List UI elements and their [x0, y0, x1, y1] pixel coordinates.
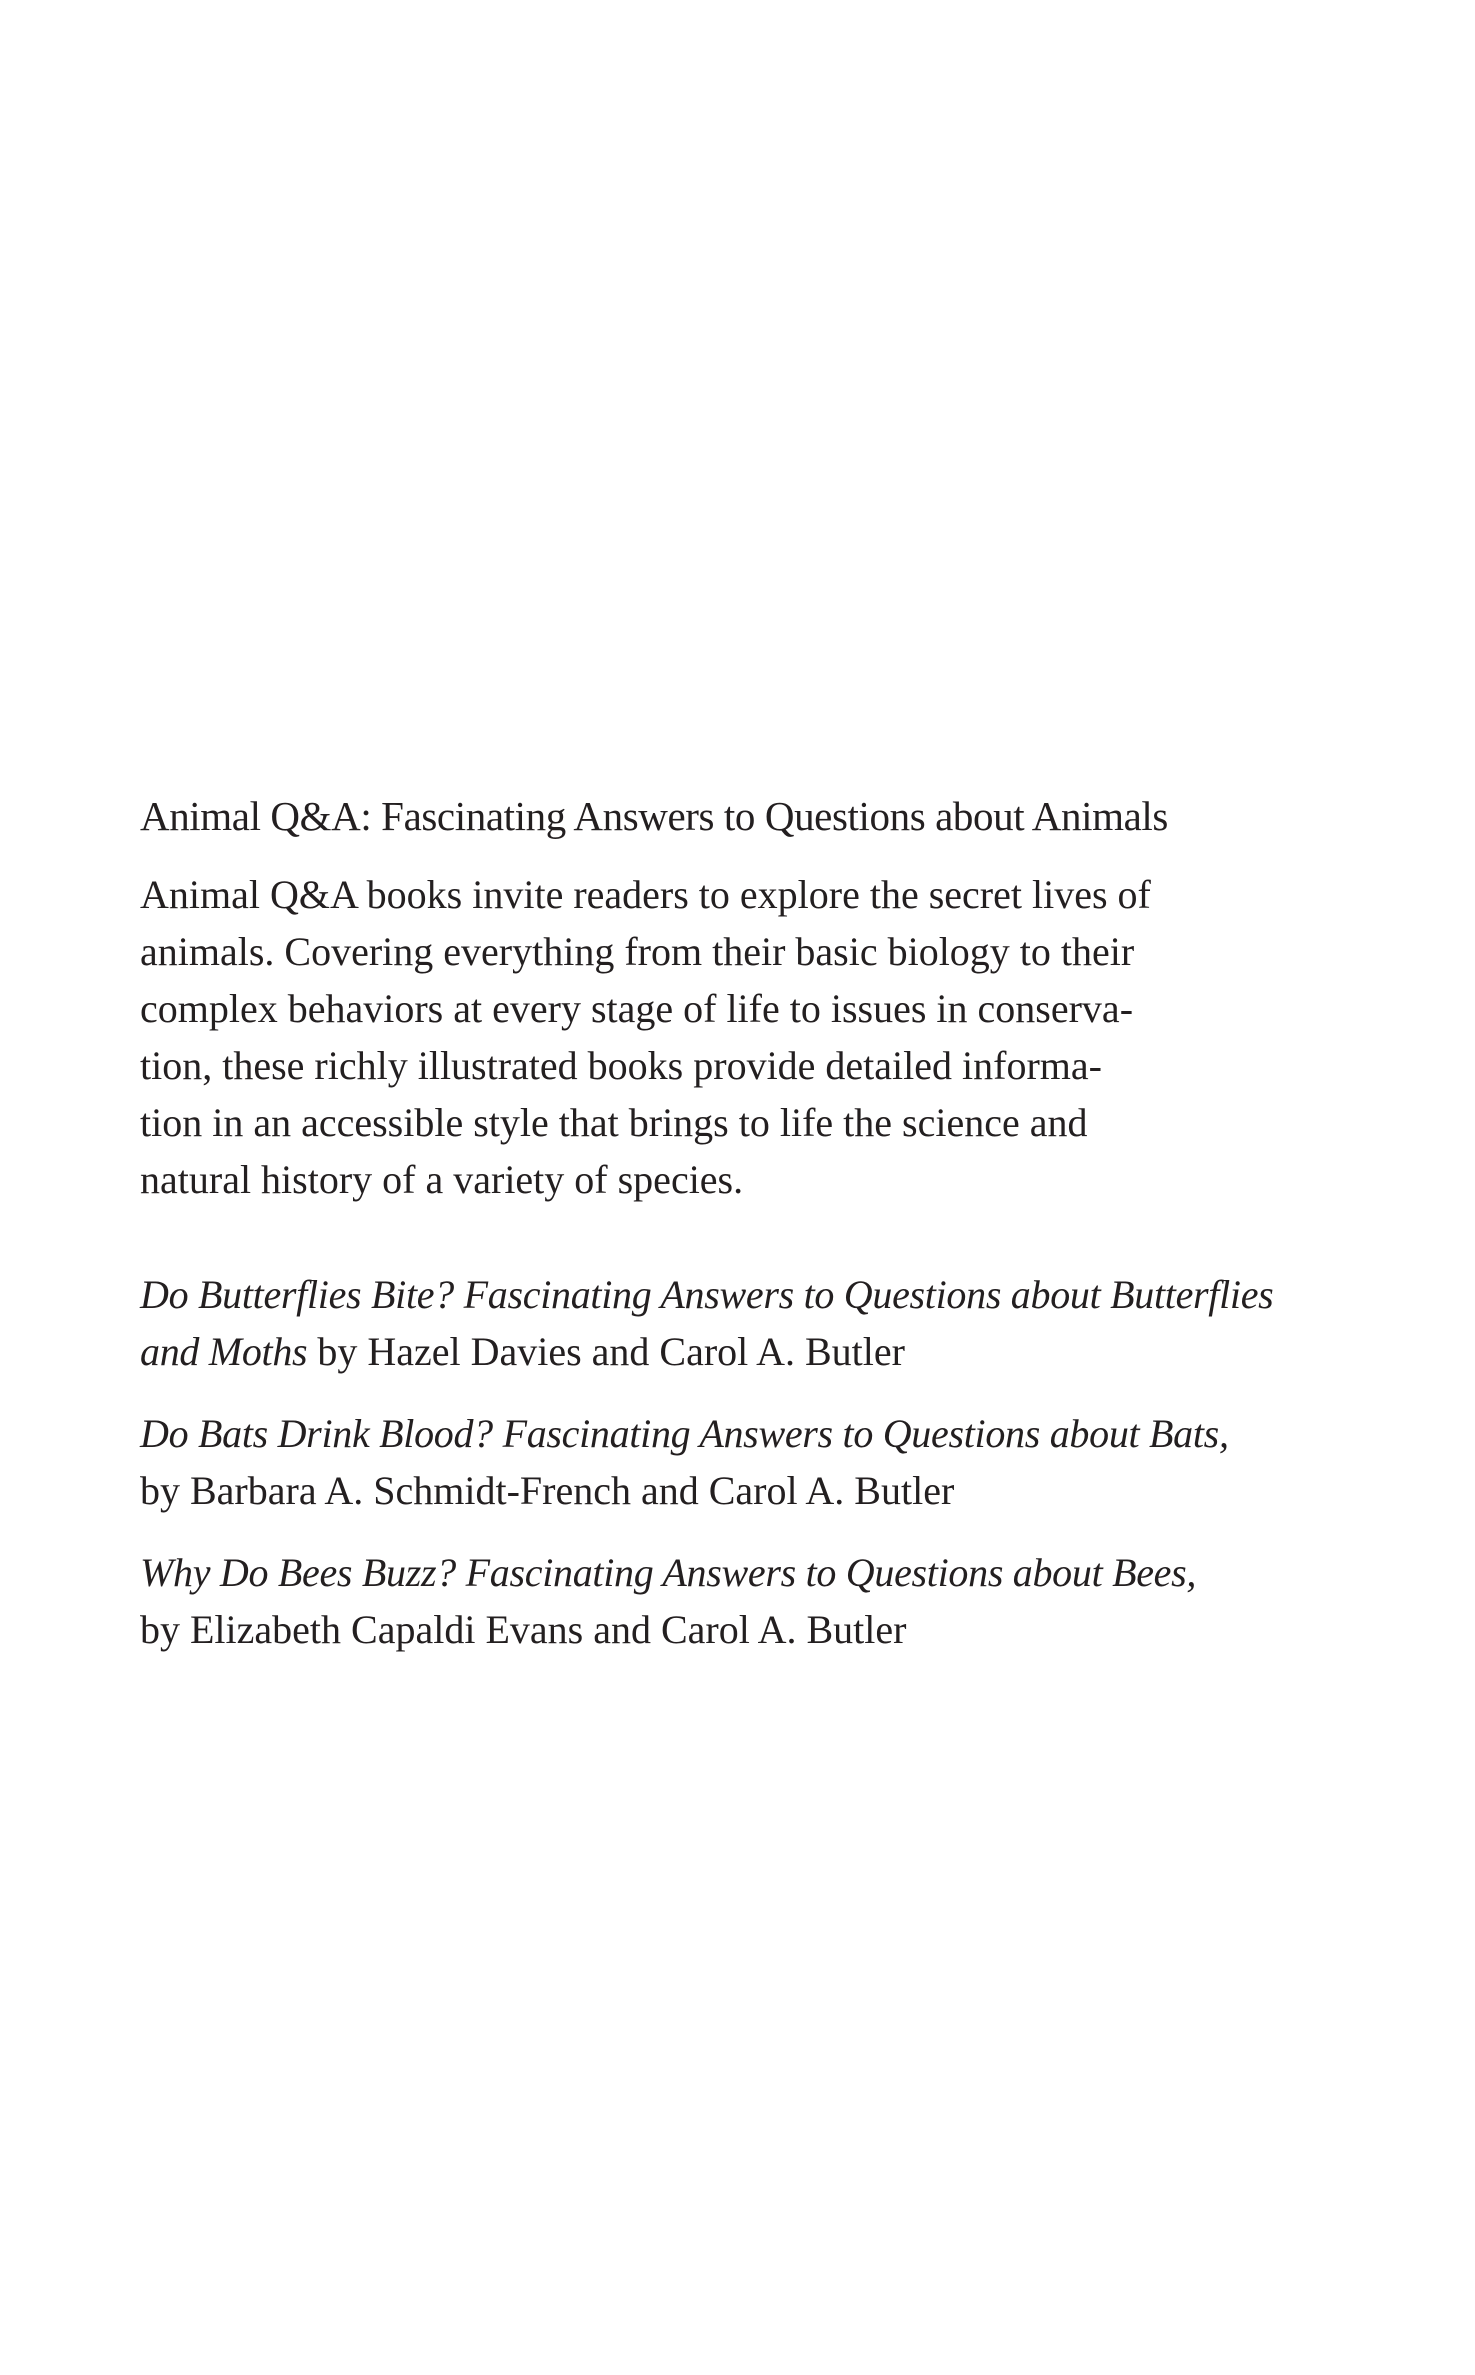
series-block [140, 788, 1360, 1683]
series-description [140, 866, 1290, 1208]
book-entry-bats [140, 1405, 1360, 1519]
book-entry-butterflies [140, 1266, 1360, 1380]
book-byline: by Hazel Davies and Carol A. Butler [317, 1329, 905, 1374]
description-line: Animal Q&A books invite readers to explore the secret lives of [140, 872, 1151, 917]
book-title-continuation [140, 1323, 1360, 1380]
book-byline: by Barbara A. Schmidt-French and Carol A. Butler [140, 1468, 955, 1513]
description-line: complex behaviors at every stage of life to issues in conserva- [140, 986, 1134, 1031]
book-title: Do Butterflies Bite? Fascinating Answers to Questions about Butterflies [140, 1272, 1274, 1317]
book-title: Why Do Bees Buzz? Fascinating Answers to Questions about Bees, [140, 1550, 1197, 1595]
series-title: Animal Q&A: Fascinating Answers to Questions about Animals [140, 793, 1168, 839]
description-line: natural history of a variety of species. [140, 1157, 744, 1202]
book-entry-bees [140, 1544, 1360, 1658]
book-list [140, 1266, 1360, 1658]
description-line: tion in an accessible style that brings to life the science and [140, 1100, 1088, 1145]
book-title-part: and Moths [140, 1329, 308, 1374]
book-title: Do Bats Drink Blood? Fascinating Answers to Questions about Bats, [140, 1411, 1229, 1456]
description-line: animals. Covering everything from their basic biology to their [140, 929, 1135, 974]
book-byline: by Elizabeth Capaldi Evans and Carol A. Butler [140, 1607, 907, 1652]
description-line: tion, these richly illustrated books provide detailed informa- [140, 1043, 1102, 1088]
